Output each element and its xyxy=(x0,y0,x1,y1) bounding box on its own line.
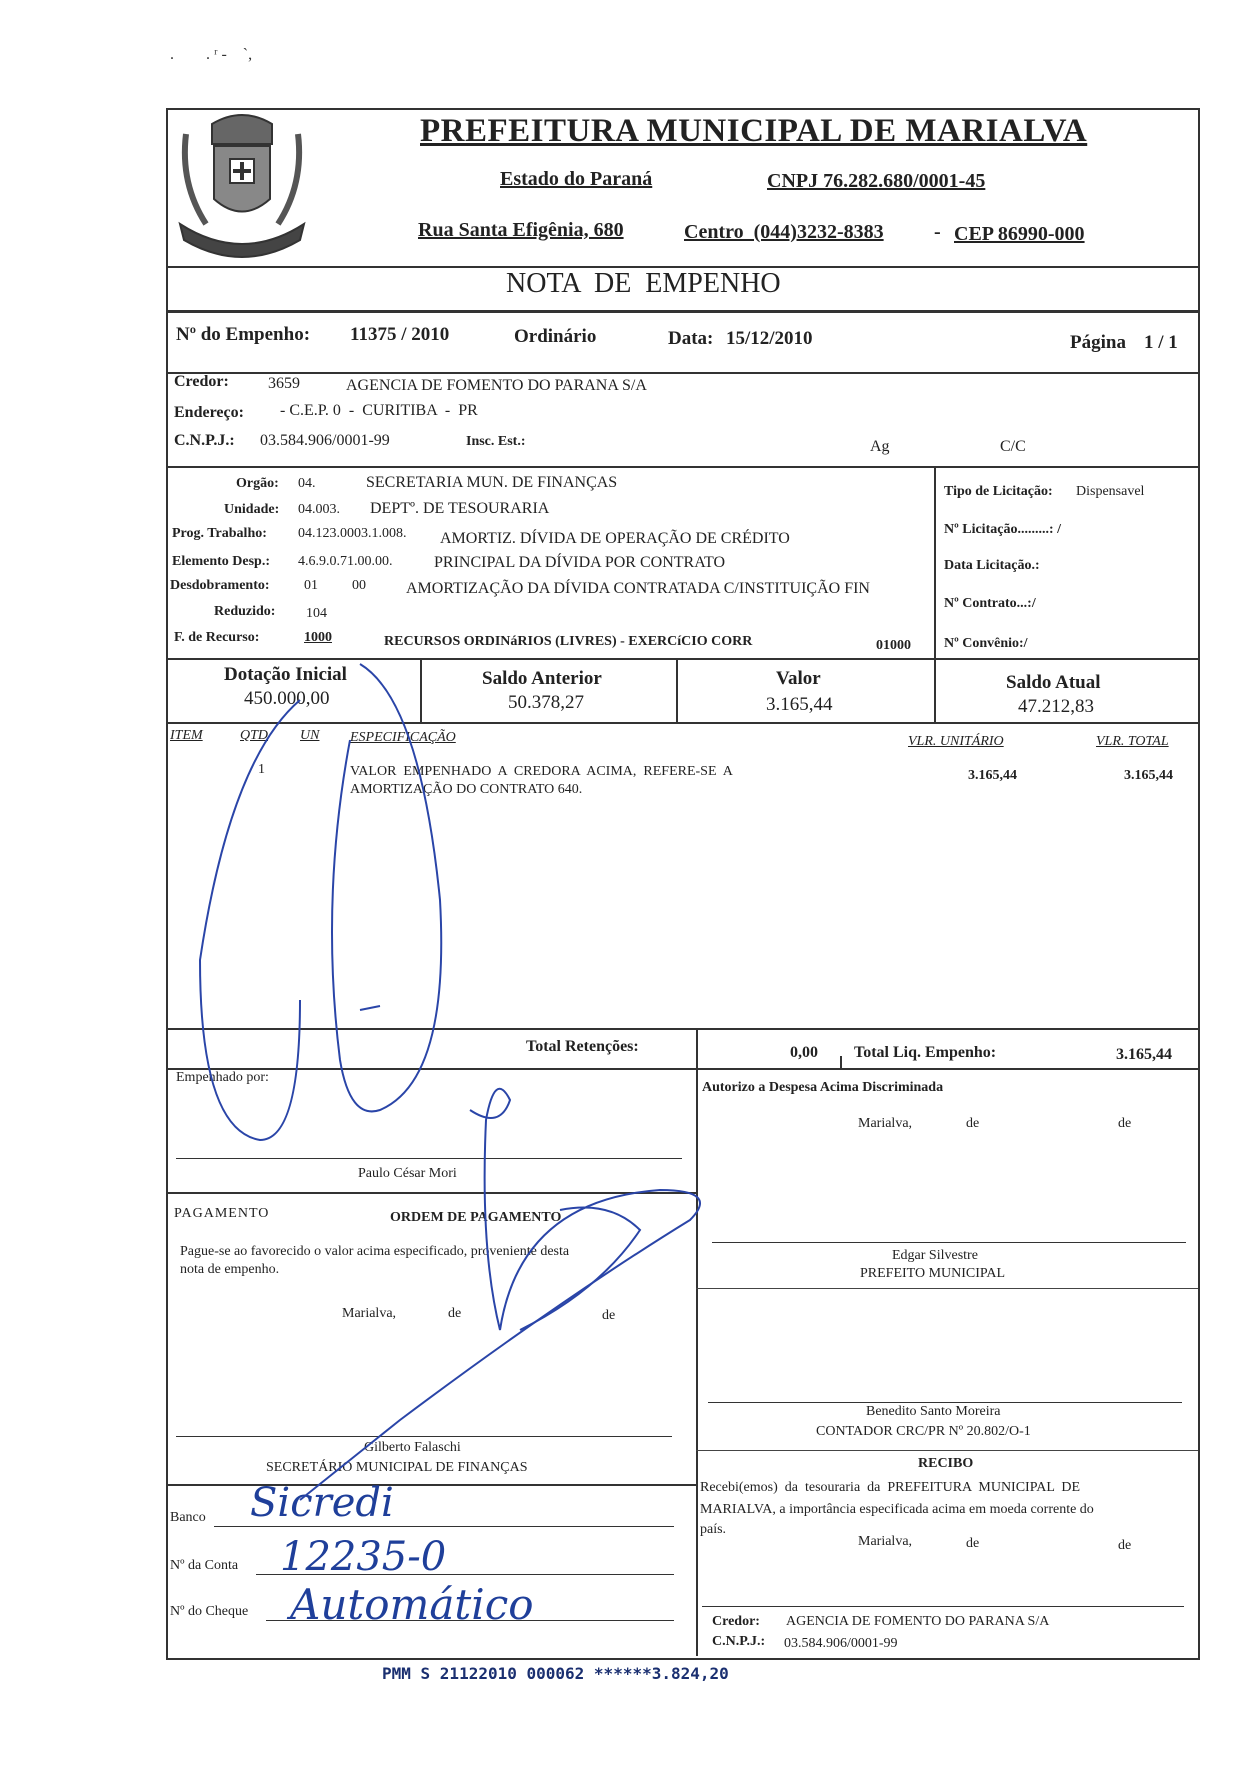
prefeito-title: PREFEITO MUNICIPAL xyxy=(860,1266,1006,1281)
valor-value: 3.165,44 xyxy=(766,694,833,715)
stray-marks: . . ʳ - ˋ, xyxy=(170,46,253,63)
empenhado-por-label: Empenhado por: xyxy=(176,1070,269,1085)
orgao-code: 04. xyxy=(298,476,316,491)
item-unit-value: 3.165,44 xyxy=(968,768,1017,783)
reduzido-code: 104 xyxy=(306,606,327,621)
unidade-desc: DEPTº. DE TESOURARIA xyxy=(370,500,550,517)
contador-title: CONTADOR CRC/PR Nº 20.802/O-1 xyxy=(816,1424,1031,1439)
banco-label: Banco xyxy=(170,1510,206,1525)
de-4: de xyxy=(602,1308,616,1323)
unidade-code: 04.003. xyxy=(298,502,340,517)
conta-label: Nº da Conta xyxy=(170,1558,239,1573)
de-6: de xyxy=(1118,1538,1132,1553)
item-spec-line1: VALOR EMPENHADO A CREDORA ACIMA, REFERE-SE A xyxy=(350,764,733,779)
empenho-number-label: Nº do Empenho: xyxy=(176,324,311,345)
total-retencoes-value: 0,00 xyxy=(790,1044,818,1061)
saldo-atual-label: Saldo Atual xyxy=(1006,672,1101,693)
empenho-type: Ordinário xyxy=(514,326,597,347)
de-3: de xyxy=(448,1306,462,1321)
total-liquido-label: Total Liq. Empenho: xyxy=(854,1044,997,1061)
dotacao-inicial-value: 450.000,00 xyxy=(244,688,330,709)
place-2: Marialva, xyxy=(342,1306,397,1321)
item-qtd: 1 xyxy=(258,762,265,777)
prog-label: Prog. Trabalho: xyxy=(172,526,267,541)
recibo-cnpj-label: C.N.P.J.: xyxy=(712,1634,766,1649)
tipo-licitacao-value: Dispensavel xyxy=(1076,484,1145,499)
separator-dash: - xyxy=(934,221,941,243)
conta-handwritten: 12235-0 xyxy=(280,1534,447,1580)
col-item: ITEM xyxy=(170,728,203,743)
state-name: Estado do Paraná xyxy=(500,168,653,190)
credor-code: 3659 xyxy=(268,375,300,392)
date-label: Data: xyxy=(668,328,714,349)
pague-se-line2: nota de empenho. xyxy=(180,1262,280,1277)
credor-cnpj: 03.584.906/0001-99 xyxy=(260,432,390,449)
secretario-name: Gilberto Falaschi xyxy=(364,1440,461,1455)
col-un: UN xyxy=(300,728,320,743)
place-1: Marialva, xyxy=(858,1116,913,1131)
recibo-title: RECIBO xyxy=(918,1456,974,1471)
prefeito-name: Edgar Silvestre xyxy=(892,1248,978,1263)
col-valor-total: VLR. TOTAL xyxy=(1096,734,1169,749)
recibo-line3: país. xyxy=(700,1522,727,1537)
address-label: Endereço: xyxy=(174,404,244,421)
item-total-value: 3.165,44 xyxy=(1124,768,1173,783)
unidade-label: Unidade: xyxy=(224,502,280,517)
page-number: 1 / 1 xyxy=(1144,332,1178,353)
contrato-label: Nº Contrato...:/ xyxy=(944,596,1036,611)
convenio-label: Nº Convênio:/ xyxy=(944,636,1028,651)
recibo-cnpj: 03.584.906/0001-99 xyxy=(784,1636,898,1651)
data-licitacao-label: Data Licitação.: xyxy=(944,558,1040,573)
cheque-label: Nº do Cheque xyxy=(170,1604,249,1619)
page-label: Página xyxy=(1070,332,1126,353)
ag-label: Ag xyxy=(870,438,890,455)
reduzido-label: Reduzido: xyxy=(214,604,276,619)
recibo-credor-name: AGENCIA DE FOMENTO DO PARANA S/A xyxy=(786,1614,1050,1629)
desdobramento-code1: 01 xyxy=(304,578,318,593)
total-retencoes-label: Total Retenções: xyxy=(526,1038,639,1055)
empenho-date: 15/12/2010 xyxy=(726,328,813,349)
recurso-num: 01000 xyxy=(876,638,911,653)
cnpj-header: CNPJ 76.282.680/0001-45 xyxy=(767,170,986,192)
desdobramento-desc: AMORTIZAÇÃO DA DÍVIDA CONTRATADA C/INSTITUIÇÃO FIN xyxy=(406,580,870,597)
saldo-anterior-value: 50.378,27 xyxy=(508,692,584,713)
pagamento-label: PAGAMENTO xyxy=(174,1206,270,1221)
municipality-title: PREFEITURA MUNICIPAL DE MARIALVA xyxy=(420,113,1088,149)
total-liquido-value: 3.165,44 xyxy=(1116,1046,1172,1063)
elemento-desc: PRINCIPAL DA DÍVIDA POR CONTRATO xyxy=(434,554,726,571)
document-title: NOTA DE EMPENHO xyxy=(506,268,781,299)
empenho-number: 11375 / 2010 xyxy=(350,324,450,345)
valor-label: Valor xyxy=(776,668,821,689)
street-address: Rua Santa Efigênia, 680 xyxy=(418,219,624,241)
cc-label: C/C xyxy=(1000,438,1026,455)
footer-stamp: PMM S 21122010 000062 ******3.824,20 xyxy=(382,1664,729,1683)
autorizo-text: Autorizo a Despesa Acima Discriminada xyxy=(702,1080,944,1095)
ordem-pagamento-label: ORDEM DE PAGAMENTO xyxy=(390,1210,562,1225)
prog-desc: AMORTIZ. DÍVIDA DE OPERAÇÃO DE CRÉDITO xyxy=(440,530,790,547)
orgao-desc: SECRETARIA MUN. DE FINANÇAS xyxy=(366,474,618,491)
desdobramento-label: Desdobramento: xyxy=(170,578,270,593)
saldo-atual-value: 47.212,83 xyxy=(1018,696,1094,717)
cheque-handwritten: Automático xyxy=(290,1580,534,1629)
col-qtd: QTD xyxy=(240,728,269,743)
recibo-credor-label: Credor: xyxy=(712,1614,760,1629)
cep-header: CEP 86990-000 xyxy=(954,223,1085,245)
de-5: de xyxy=(966,1536,980,1551)
contador-name: Benedito Santo Moreira xyxy=(866,1404,1001,1419)
item-spec-line2: AMORTIZAÇÃO DO CONTRATO 640. xyxy=(350,782,583,797)
svg-text:MARIALVA: MARIALVA xyxy=(219,233,265,243)
de-1: de xyxy=(966,1116,980,1131)
credor-address: - C.E.P. 0 - CURITIBA - PR xyxy=(280,402,478,419)
credor-label: Credor: xyxy=(174,373,229,390)
tipo-licitacao-label: Tipo de Licitação: xyxy=(944,484,1053,499)
cnpj-label: C.N.P.J.: xyxy=(174,432,235,449)
orgao-label: Orgão: xyxy=(236,476,279,491)
insc-est-label: Insc. Est.: xyxy=(466,434,526,449)
licitacao-number-label: Nº Licitação.........: / xyxy=(944,522,1061,537)
recurso-label: F. de Recurso: xyxy=(174,630,260,645)
district-phone: Centro (044)3232-8383 xyxy=(684,221,884,243)
dotacao-inicial-label: Dotação Inicial xyxy=(224,664,347,685)
de-2: de xyxy=(1118,1116,1132,1131)
prog-code: 04.123.0003.1.008. xyxy=(298,526,407,541)
place-3: Marialva, xyxy=(858,1534,913,1549)
saldo-anterior-label: Saldo Anterior xyxy=(482,668,602,689)
col-valor-unitario: VLR. UNITÁRIO xyxy=(908,734,1004,749)
pague-se-line1: Pague-se ao favorecido o valor acima especificado, proveniente desta xyxy=(180,1244,570,1259)
elemento-label: Elemento Desp.: xyxy=(172,554,270,569)
credor-name: AGENCIA DE FOMENTO DO PARANA S/A xyxy=(346,377,647,394)
elemento-code: 4.6.9.0.71.00.00. xyxy=(298,554,393,569)
recurso-desc: RECURSOS ORDINáRIOS (LIVRES) - EXERCíCIO CORR xyxy=(384,634,753,649)
col-especificacao: ESPECIFICAÇÃO xyxy=(350,730,456,745)
recurso-code: 1000 xyxy=(304,630,332,645)
recibo-line1: Recebi(emos) da tesouraria da PREFEITURA MUNICIPAL DE xyxy=(700,1480,1081,1495)
desdobramento-code2: 00 xyxy=(352,578,366,593)
recibo-line2: MARIALVA, a importância especificada acima em moeda corrente do xyxy=(700,1502,1094,1517)
empenhado-por-name: Paulo César Mori xyxy=(358,1166,457,1181)
secretario-title: SECRETÁRIO MUNICIPAL DE FINANÇAS xyxy=(266,1460,528,1475)
banco-handwritten: Sicredi xyxy=(250,1480,394,1526)
